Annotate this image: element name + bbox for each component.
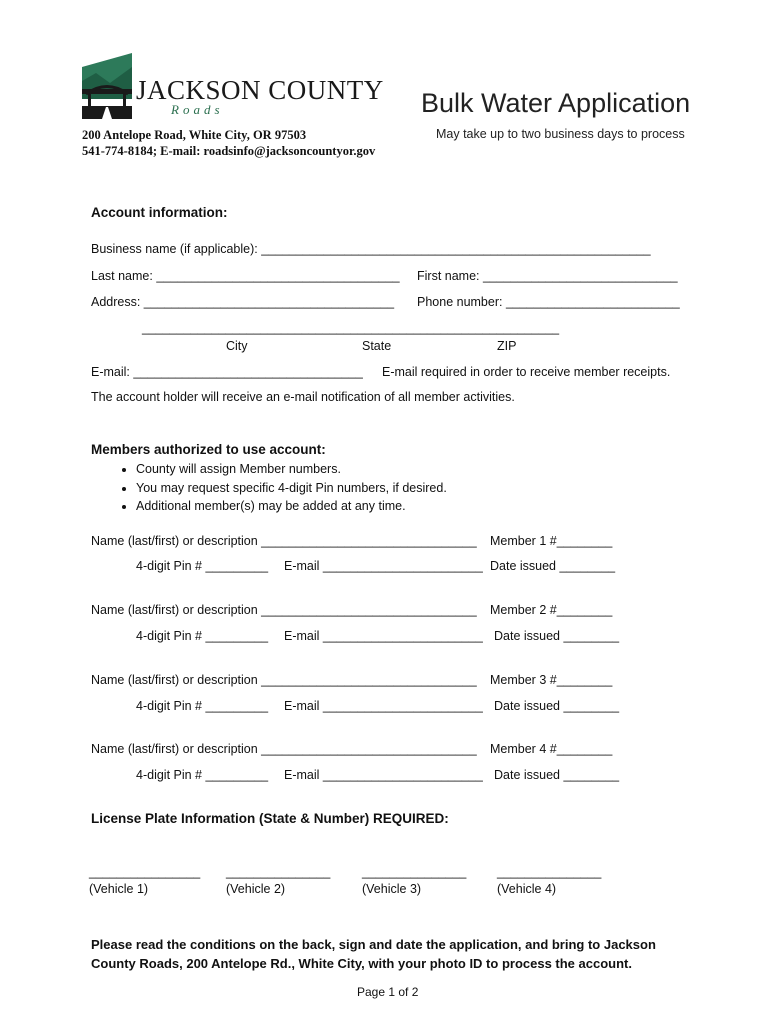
page-subtitle: May take up to two business days to process [436, 127, 685, 141]
member-2-email-field[interactable]: E-mail _______________________ [284, 629, 483, 643]
member-3-name-field[interactable]: Name (last/first) or description _______________________________ [91, 673, 477, 687]
list-item: • Additional member(s) may be added at any time. [136, 497, 447, 516]
first-name-field[interactable]: First name: ____________________________ [417, 269, 678, 283]
vehicle-3-plate-field[interactable]: _______________ [362, 865, 467, 879]
email-field[interactable]: E-mail: _________________________________ [91, 365, 363, 379]
brand-subtitle: Roads [171, 102, 224, 117]
member-3-date-field[interactable]: Date issued ________ [494, 699, 620, 713]
vehicle-1-label: (Vehicle 1) [89, 882, 149, 896]
account-heading: Account information: [91, 205, 228, 220]
office-contact: 541-774-8184; E-mail: roadsinfo@jacksoncountyor.gov [82, 144, 376, 158]
account-notice: The account holder will receive an e-mail notification of all member activities. [91, 390, 515, 404]
member-1-email-field[interactable]: E-mail _______________________ [284, 559, 483, 573]
members-heading: Members authorized to use account: [91, 442, 326, 457]
address-field[interactable]: Address: ____________________________________ [91, 295, 395, 309]
member-4-email-field[interactable]: E-mail _______________________ [284, 768, 483, 782]
zip-label: ZIP [497, 339, 517, 353]
member-4-date-field[interactable]: Date issued ________ [494, 768, 620, 782]
instructions-note: Please read the conditions on the back, sign and date the application, and bring to Jackson County Roads, 200 Antelope Rd., White City, with your photo ID to process the account. [91, 937, 656, 971]
member-2-date-field[interactable]: Date issued ________ [494, 629, 620, 643]
vehicle-4-plate-field[interactable]: _______________ [497, 865, 602, 879]
vehicle-1-plate-field[interactable]: ________________ [89, 865, 201, 879]
member-4-pin-field[interactable]: 4-digit Pin # _________ [136, 768, 269, 782]
member-1-pin-field[interactable]: 4-digit Pin # _________ [136, 559, 269, 573]
member-1-date-field[interactable]: Date issued ________ [490, 559, 616, 573]
member-4-name-field[interactable]: Name (last/first) or description _______________________________ [91, 742, 477, 756]
page-number: Page 1 of 2 [357, 985, 419, 999]
vehicle-2-label: (Vehicle 2) [226, 882, 286, 896]
last-name-field[interactable]: Last name: ___________________________________ [91, 269, 400, 283]
member-1-number-field[interactable]: Member 1 #________ [490, 534, 613, 548]
member-2-number-field[interactable]: Member 2 #________ [490, 603, 613, 617]
member-3-number-field[interactable]: Member 3 #________ [490, 673, 613, 687]
member-2-pin-field[interactable]: 4-digit Pin # _________ [136, 629, 269, 643]
member-3-email-field[interactable]: E-mail _______________________ [284, 699, 483, 713]
member-1-name-field[interactable]: Name (last/first) or description _______________________________ [91, 534, 477, 548]
state-label: State [362, 339, 392, 353]
member-4-number-field[interactable]: Member 4 #________ [490, 742, 613, 756]
page-title: Bulk Water Application [421, 88, 691, 118]
office-address: 200 Antelope Road, White City, OR 97503 [82, 128, 307, 142]
vehicle-4-label: (Vehicle 4) [497, 882, 557, 896]
vehicle-2-plate-field[interactable]: _______________ [226, 865, 331, 879]
member-3-pin-field[interactable]: 4-digit Pin # _________ [136, 699, 269, 713]
list-item: • You may request specific 4-digit Pin numbers, if desired. [136, 479, 447, 498]
vehicle-3-label: (Vehicle 3) [362, 882, 422, 896]
brand-name: JACKSON COUNTY [136, 75, 384, 105]
license-heading: License Plate Information (State & Number) REQUIRED: [91, 811, 449, 826]
phone-field[interactable]: Phone number: _________________________ [417, 295, 680, 309]
email-note: E-mail required in order to receive member receipts. [382, 365, 671, 379]
city-label: City [226, 339, 248, 353]
list-item: • County will assign Member numbers. [136, 460, 447, 479]
member-2-name-field[interactable]: Name (last/first) or description _______________________________ [91, 603, 477, 617]
bridge-landscape-icon [82, 53, 132, 119]
members-bullet-list [110, 460, 447, 516]
address-line2-field[interactable]: ____________________________________________________________ [142, 321, 560, 335]
business-name-field[interactable]: Business name (if applicable): ________________________________________________________ [91, 242, 651, 256]
